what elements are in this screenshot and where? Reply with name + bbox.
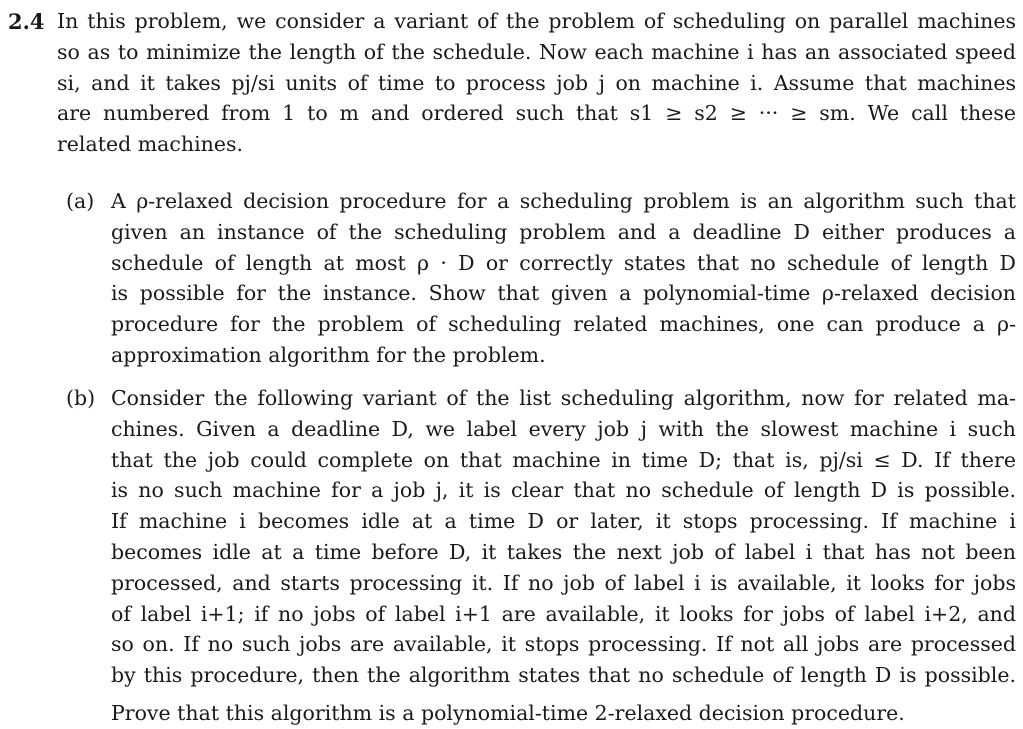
part-a-line: approximation algorithm for the problem. <box>111 342 546 367</box>
intro-line: are numbered from 1 to m and ordered such that s1 ≥ s2 ≥ ··· ≥ sm. We call these <box>57 101 1016 126</box>
intro-line: related machines. <box>57 132 243 157</box>
part-a-label: (a) <box>66 189 95 213</box>
part-b-line: so on. If no such jobs are available, it stops processing. If not all jobs are processed <box>111 632 1016 657</box>
problem-intro <box>57 6 1016 160</box>
part-b-line: If machine i becomes idle at a time D or later, it stops processing. If machine i <box>111 509 1016 534</box>
part-b-line: that the job could complete on that machine in time D; that is, pj/si ≤ D. If there <box>111 447 1016 472</box>
part-a-text <box>111 186 1016 371</box>
part-b-label: (b) <box>66 386 96 410</box>
part-a-line: schedule of length at most ρ · D or correctly states that no schedule of length D <box>111 250 1016 275</box>
intro-line: si, and it takes pj/si units of time to process job j on machine i. Assume that machines <box>57 70 1016 95</box>
part-a-line: A ρ-relaxed decision procedure for a scheduling problem is an algorithm such that <box>111 189 1016 213</box>
part-a-line: given an instance of the scheduling problem and a deadline D either produces a <box>111 219 1016 244</box>
part-b-final-sentence: Prove that this algorithm is a polynomial-time 2-relaxed decision procedure. <box>111 701 905 725</box>
part-b-line: Consider the following variant of the list scheduling algorithm, now for related ma- <box>111 386 1016 410</box>
intro-line: so as to minimize the length of the schedule. Now each machine i has an associated speed <box>57 39 1016 64</box>
part-b-text <box>111 383 1016 691</box>
part-a-line: is possible for the instance. Show that given a polynomial-time ρ-relaxed decision <box>111 281 1016 306</box>
part-b-line: of label i+1; if no jobs of label i+1 are available, it looks for jobs of label i+2, and <box>111 601 1016 626</box>
part-b-line: chines. Given a deadline D, we label every job j with the slowest machine i such <box>111 416 1016 441</box>
part-b-line: becomes idle at a time before D, it takes the next job of label i that has not been <box>111 539 1016 564</box>
part-a-line: procedure for the problem of scheduling related machines, one can produce a ρ- <box>111 312 1016 337</box>
problem-number: 2.4 <box>8 9 45 34</box>
part-b-line: is no such machine for a job j, it is clear that no schedule of length D is possible. <box>111 478 1016 503</box>
part-b-line: by this procedure, then the algorithm states that no schedule of length D is possible. <box>111 663 1016 688</box>
intro-line: In this problem, we consider a variant of the problem of scheduling on parallel machines <box>57 9 1016 33</box>
part-b-line: processed, and starts processing it. If no job of label i is available, it looks for jobs <box>111 570 1016 595</box>
